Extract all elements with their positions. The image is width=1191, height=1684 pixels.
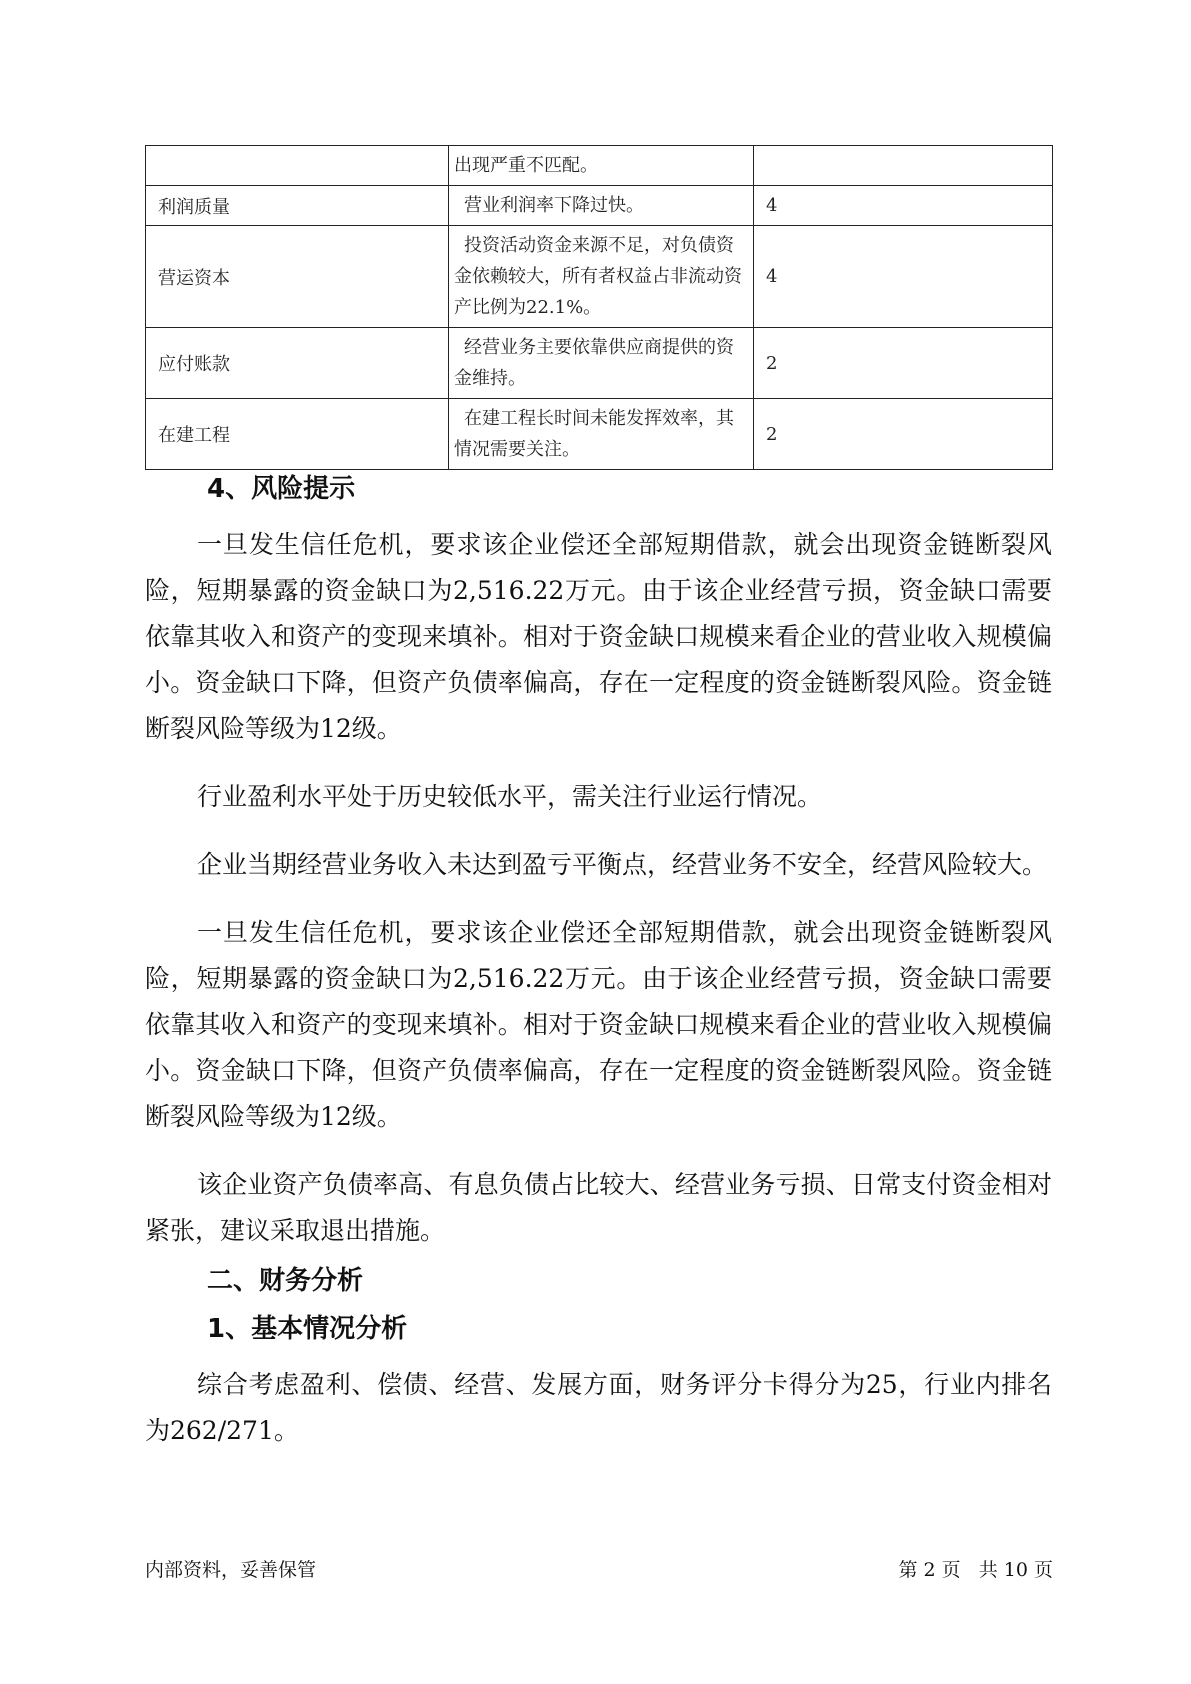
risk-paragraph: 该企业资产负债率高、有息负债占比较大、经营业务亏损、日常支付资金相对紧张，建议采取退出措施。 — [145, 1170, 1052, 1245]
footer-confidential-note: 内部资料，妥善保管 — [145, 1559, 317, 1581]
table-cell-item: 应付账款 — [146, 328, 449, 399]
risk-heading: 4、风险提示 — [207, 474, 356, 504]
footer-page-number: 第 2 页 共 10 页 — [898, 1559, 1053, 1581]
table-row — [146, 226, 1053, 328]
table-cell-description: 营业利润率下降过快。 — [449, 186, 754, 226]
table-cell-score — [754, 146, 1053, 186]
table-cell-score: 4 — [754, 186, 1053, 226]
table-cell-item: 在建工程 — [146, 399, 449, 470]
risk-paragraph: 行业盈利水平处于历史较低水平，需关注行业运行情况。 — [197, 782, 823, 811]
table-cell-description: 经营业务主要依靠供应商提供的资金维持。 — [449, 328, 754, 399]
table-cell-score: 4 — [754, 226, 1053, 328]
risk-paragraph: 企业当期经营业务收入未达到盈亏平衡点，经营业务不安全，经营风险较大。 — [197, 850, 1048, 879]
table-row — [146, 186, 1053, 226]
table-cell-description: 在建工程长时间未能发挥效率，其情况需要关注。 — [449, 399, 754, 470]
table-cell-item: 营运资本 — [146, 226, 449, 328]
document-body — [145, 468, 1052, 1454]
table-cell-score: 2 — [754, 399, 1053, 470]
risk-paragraph: 一旦发生信任危机，要求该企业偿还全部短期借款，就会出现资金链断裂风险，短期暴露的资金缺口为2,516.22万元。由于该企业经营亏损，资金缺口需要依靠其收入和资产的变现来填补。相对于资金缺口规模来看企业的营业收入规模偏小。资金缺口下降，但资产负债率偏高，存在一定程度的资金链断裂风险。资金链断裂风险等级为12级。 — [145, 918, 1052, 1131]
table-cell-item — [146, 146, 449, 186]
basic-analysis-heading: 1、基本情况分析 — [207, 1314, 408, 1344]
finance-paragraph: 综合考虑盈利、偿债、经营、发展方面，财务评分卡得分为25，行业内排名为262/271。 — [145, 1370, 1052, 1445]
table-cell-item: 利润质量 — [146, 186, 449, 226]
risk-factor-table — [145, 145, 1053, 470]
finance-heading: 二、财务分析 — [207, 1266, 364, 1296]
table-row — [146, 146, 1053, 186]
table-cell-score: 2 — [754, 328, 1053, 399]
risk-paragraph: 一旦发生信任危机，要求该企业偿还全部短期借款，就会出现资金链断裂风险，短期暴露的资金缺口为2,516.22万元。由于该企业经营亏损，资金缺口需要依靠其收入和资产的变现来填补。相对于资金缺口规模来看企业的营业收入规模偏小。资金缺口下降，但资产负债率偏高，存在一定程度的资金链断裂风险。资金链断裂风险等级为12级。 — [145, 530, 1052, 743]
table-cell-description: 投资活动资金来源不足，对负债资金依赖较大，所有者权益占非流动资产比例为22.1%。 — [449, 226, 754, 328]
table-cell-description: 出现严重不匹配。 — [449, 146, 754, 186]
table-row — [146, 399, 1053, 470]
table-row — [146, 328, 1053, 399]
